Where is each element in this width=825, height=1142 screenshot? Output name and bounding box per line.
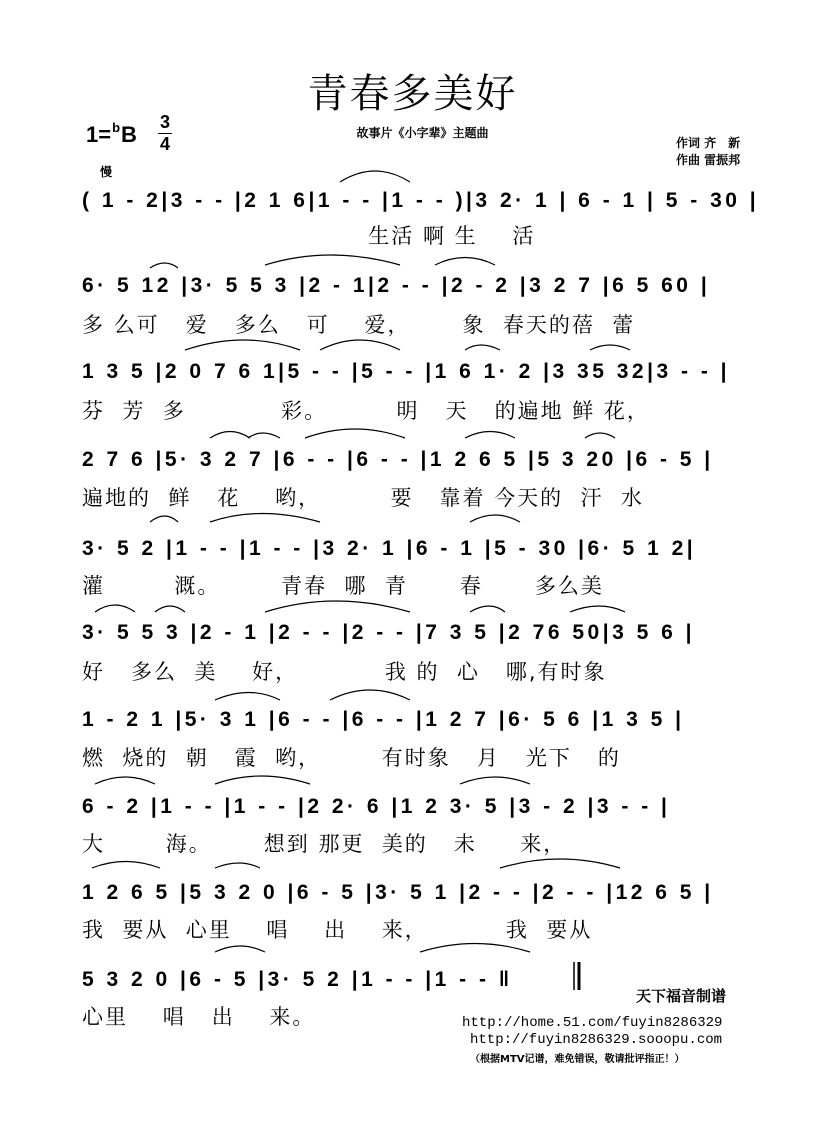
song-title: 青春多美好	[307, 71, 518, 117]
lyrics-row-3: 芬 芳 多 彩。 明 天 的遍地 鲜 花，	[82, 399, 650, 423]
lyrics-row-2: 多 么可 爱 多么 可 爱， 象 春天的蓓 蕾	[82, 313, 636, 337]
publisher-brand: 天下福音制谱	[636, 987, 727, 1005]
lyrics-row-6: 好 多么 美 好， 我 的 心 哪,有时象	[82, 660, 607, 684]
lyrics-row-7: 燃 烧的 朝 霞 哟， 有时象 月 光下 的	[82, 746, 621, 770]
lyrics-row-8: 大 海。 想到 那更 美的 未 来，	[82, 832, 567, 856]
subtitle: 故事片《小字辈》主题曲	[356, 126, 489, 140]
key-flat: b	[112, 120, 121, 135]
notation-row-3: 1 3 5 |2 0 7 6 1|5 - - |5 - - |1 6 1· 2 |3 35 32|3 - - |	[82, 360, 731, 383]
notation-row-5: 3· 5 2 |1 - - |1 - - |3 2· 1 |6 - 1 |5 - 30 |6· 5 1 2|	[82, 537, 697, 560]
notation-row-7: 1 - 2 1 |5· 3 1 |6 - - |6 - - |1 2 7 |6· 5 6 |1 3 5 |	[82, 708, 685, 731]
publisher-url-2: http://fuyin8286329.sooopu.com	[470, 1032, 723, 1048]
transcription-note: （根据MTV记谱，难免错误，敬请批评指正！）	[470, 1054, 685, 1065]
tempo-marking: 慢	[100, 165, 113, 179]
lyrics-row-9: 我 要从 心里 唱 出 来， 我 要从	[82, 918, 593, 942]
lyrics-row-1: 生活 啊 生 活	[82, 224, 536, 248]
publisher-url-1: http://home.51.com/fuyin8286329	[462, 1015, 723, 1031]
time-signature-bottom: 4	[159, 134, 170, 154]
lyrics-row-4: 遍地的 鲜 花 哟， 要 靠着 今天的 汗 水	[82, 486, 644, 510]
notation-row-1: ( 1 - 2|3 - - |2 1 6|1 - - |1 - - )|3 2· 1 | 6 - 1 | 5 - 30 |	[82, 189, 760, 212]
notation-row-9: 1 2 6 5 |5 3 2 0 |6 - 5 |3· 5 1 |2 - - |2 - - |12 6 5 |	[82, 881, 714, 904]
lyricist-credit: 作词 齐 新	[676, 136, 741, 150]
notation-row-4: 2 7 6 |5· 3 2 7 |6 - - |6 - - |1 2 6 5 |5 3 20 |6 - 5 |	[82, 448, 714, 471]
notation-row-10: 5 3 2 0 |6 - 5 |3· 5 2 |1 - - |1 - - ‖	[82, 968, 513, 991]
notation-row-8: 6 - 2 |1 - - |1 - - |2 2· 6 |1 2 3· 5 |3 - 2 |3 - - |	[82, 795, 671, 818]
lyrics-row-5: 灌 溉。 青春 哪 青 春 多么美	[82, 574, 604, 598]
time-signature-top: 3	[159, 112, 170, 132]
notation-row-2: 6· 5 12 |3· 5 5 3 |2 - 1|2 - - |2 - 2 |3 2 7 |6 5 60 |	[82, 274, 711, 297]
lyrics-row-10: 心里 唱 出 来。	[82, 1005, 316, 1029]
notation-row-6: 3· 5 5 3 |2 - 1 |2 - - |2 - - |7 3 5 |2 76 50|3 5 6 |	[82, 621, 696, 644]
composer-credit: 作曲 雷振邦	[676, 153, 741, 167]
key-note: B	[121, 122, 137, 147]
key-prefix: 1=	[86, 122, 112, 147]
